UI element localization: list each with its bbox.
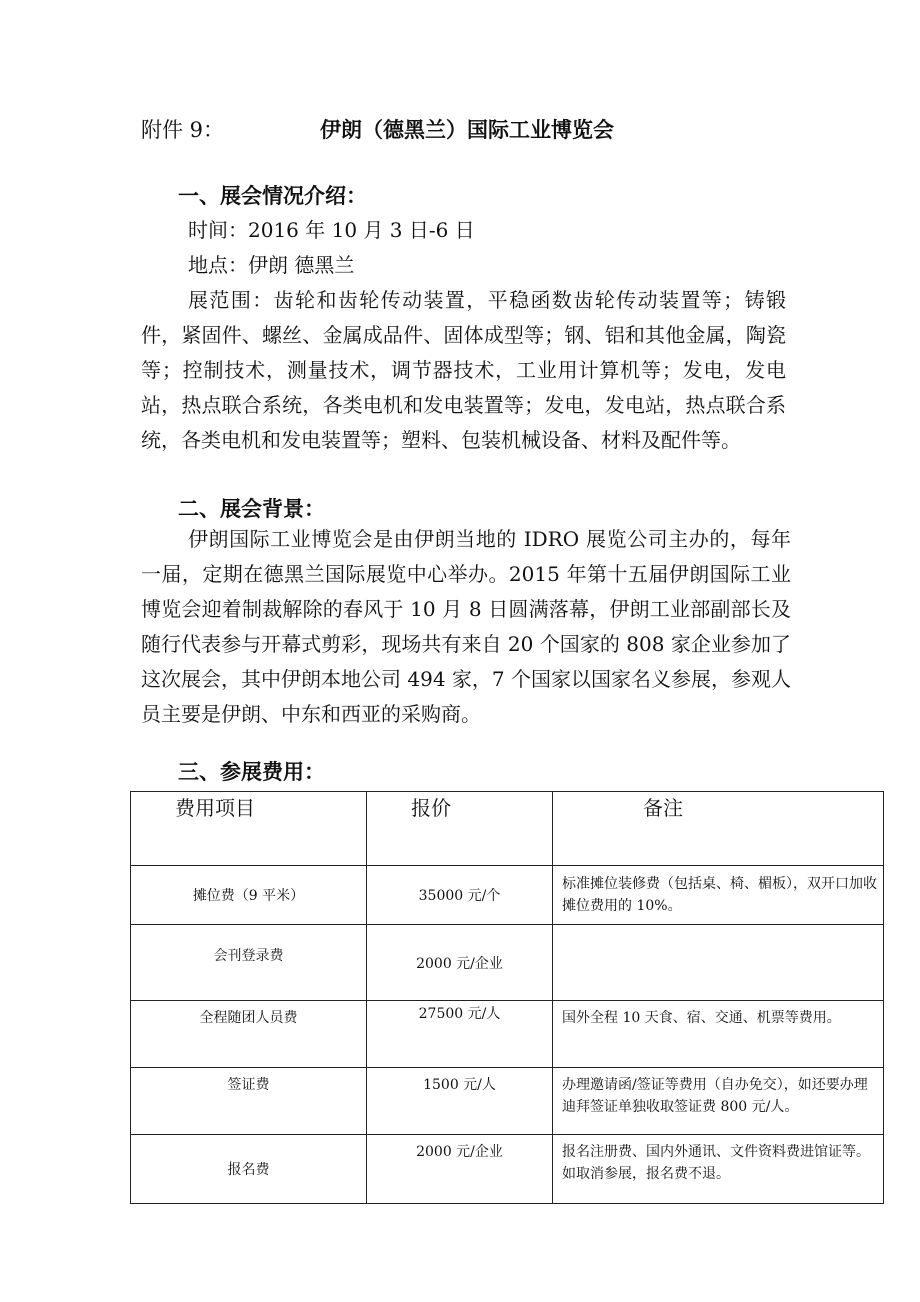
table-row <box>131 1135 884 1204</box>
header-price: 报价 <box>367 792 553 866</box>
attachment-label: 附件 9： <box>141 118 225 142</box>
table-row <box>131 866 884 925</box>
exhibition-scope: 展范围：齿轮和齿轮传动装置，平稳函数齿轮传动装置等；铸锻件，紧固件、螺丝、金属成品件、固体成型等；钢、铝和其他金属，陶瓷等；控制技术，测量技术，调节器技术，工业用计算机等；发电，发电站，热点联合系统，各类电机和发电装置等；发电，发电站，热点联合系统，各类电机和发电装置等；塑料、包装机械设备、材料及配件等。 <box>141 288 786 452</box>
header-fee-item: 费用项目 <box>131 792 367 866</box>
fee-note: 报名注册费、国内外通讯、文件资料费进馆证等。如取消参展，报名费不退。 <box>553 1135 884 1204</box>
fee-item: 摊位费（9 平米） <box>131 866 367 925</box>
fee-note: 标准摊位装修费（包括桌、椅、楣板），双开口加收摊位费用的 10%。 <box>553 866 884 925</box>
section-heading-intro: 一、展会情况介绍： <box>178 183 367 208</box>
fee-item: 报名费 <box>131 1135 367 1204</box>
header-note: 备注 <box>553 792 884 866</box>
exhibition-place: 地点：伊朗 德黑兰 <box>188 253 355 277</box>
fee-note: 办理邀请函/签证等费用（自办免交），如还要办理迪拜签证单独收取签证费 800 元/人。 <box>553 1068 884 1135</box>
section-heading-background: 二、展会背景： <box>178 496 325 521</box>
table-row <box>131 1068 884 1135</box>
fee-price: 27500 元/人 <box>367 1001 553 1068</box>
exhibition-background: 伊朗国际工业博览会是由伊朗当地的 IDRO 展览公司主办的，每年一届，定期在德黑兰国际展览中心举办。2015 年第十五届伊朗国际工业博览会迎着制裁解除的春风于 10 月 8 日圆满落幕，伊朗工业部副部长及随行代表参与开幕式剪彩，现场共有来自 20 个国家的 808 家企业参加了这次展会，其中伊朗本地公司 494 家，7 个国家以国家名义参展，参观人员主要是伊朗、中东和西亚的采购商。 <box>141 527 791 726</box>
table-row <box>131 1001 884 1068</box>
fee-note <box>553 925 884 1001</box>
fee-price: 2000 元/企业 <box>367 1135 553 1204</box>
fee-table-header-row <box>131 792 884 866</box>
fee-price: 1500 元/人 <box>367 1068 553 1135</box>
document-title: 伊朗（德黑兰）国际工业博览会 <box>320 117 614 142</box>
table-row <box>131 925 884 1001</box>
fee-price: 2000 元/企业 <box>367 925 553 1001</box>
fee-note: 国外全程 10 天食、宿、交通、机票等费用。 <box>553 1001 884 1068</box>
exhibition-time: 时间：2016 年 10 月 3 日-6 日 <box>188 218 475 242</box>
fee-item: 全程随团人员费 <box>131 1001 367 1068</box>
fee-item: 签证费 <box>131 1068 367 1135</box>
fee-item: 会刊登录费 <box>131 925 367 1001</box>
section-heading-fees: 三、参展费用： <box>178 759 325 784</box>
fee-price: 35000 元/个 <box>367 866 553 925</box>
fee-table <box>130 791 884 1204</box>
